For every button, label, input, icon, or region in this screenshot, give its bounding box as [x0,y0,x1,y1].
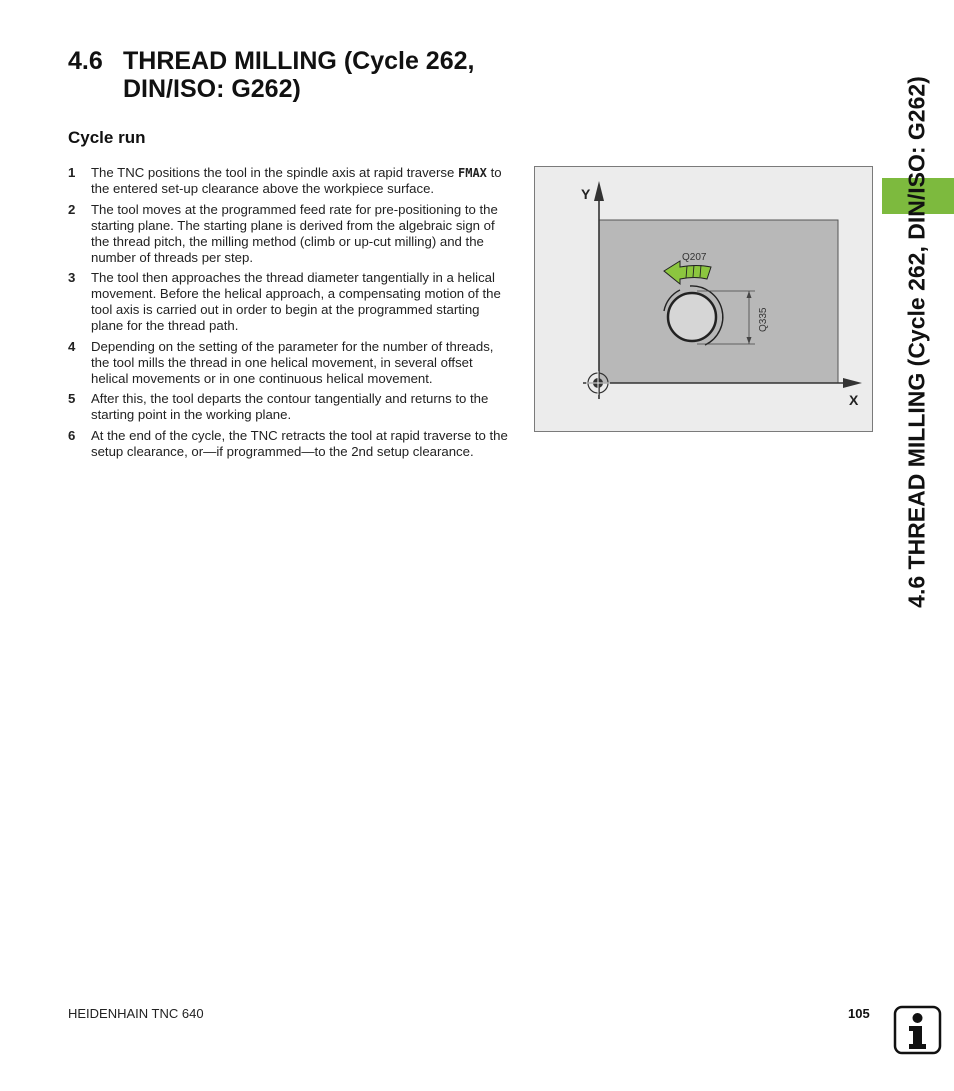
step-item [68,165,513,197]
step-text: to the entered set-up clearance above the workpiece surface. [91,165,502,196]
step-text: At the end of the cycle, the TNC retracts the tool at rapid traverse to the setup clearance, or—if programmed—to the 2nd setup clearance. [91,427,508,459]
step-item [68,428,513,460]
tool-circle [668,293,716,341]
step-number: 1 [68,165,76,180]
info-icon [893,1005,942,1055]
step-number: 2 [68,201,76,217]
footer-product-name: HEIDENHAIN TNC 640 [68,1006,204,1021]
q207-label: Q207 [682,252,707,263]
section-number: 4.6 [68,47,103,75]
step-number: 4 [68,338,76,354]
step-item [68,391,513,423]
q335-label: Q335 [758,307,769,332]
fmax-code: FMAX [458,166,487,180]
step-item [68,339,513,387]
footer-page-number: 105 [848,1006,870,1021]
cycle-steps-list [68,165,513,464]
step-text: After this, the tool departs the contour tangentially and returns to the starting point in the working plane. [91,391,489,422]
step-text: Depending on the setting of the parameter for the number of threads, the tool mills the thread in one helical movement, in several offset helical movements or in one continuous helical movement. [91,338,494,386]
x-axis-arrow-icon [843,378,862,388]
section-title-line2: DIN/ISO: G262) [123,75,301,103]
side-chapter-title-text: 4.6 THREAD MILLING (Cycle 262, DIN/ISO: G262) [903,76,930,608]
thread-milling-diagram [534,166,873,432]
step-item [68,202,513,266]
step-item [68,270,513,334]
section-title [68,47,538,103]
y-axis-label: Y [581,186,591,202]
subheading-cycle-run: Cycle run [68,128,146,147]
step-text: The tool then approaches the thread diameter tangentially in a helical movement. Before the helical approach, a compensating motion of the tool axis is carried out in order to begin at the programmed starting plane for the thread path. [91,270,501,333]
step-number: 3 [68,270,76,285]
step-number: 5 [68,391,76,406]
step-text: The TNC positions the tool in the spindle axis at rapid traverse [91,165,458,180]
step-number: 6 [68,427,76,443]
diagram-canvas [535,167,872,431]
section-title-line1: THREAD MILLING (Cycle 262, [123,47,475,75]
step-text: The tool moves at the programmed feed rate for pre-positioning to the starting plane. The starting plane is derived from the algebraic sign of the thread pitch, the milling method (climb or up-cut milling) and the number of threads per step. [91,201,498,265]
x-axis-label: X [849,392,859,408]
y-axis-arrow-icon [594,181,604,201]
